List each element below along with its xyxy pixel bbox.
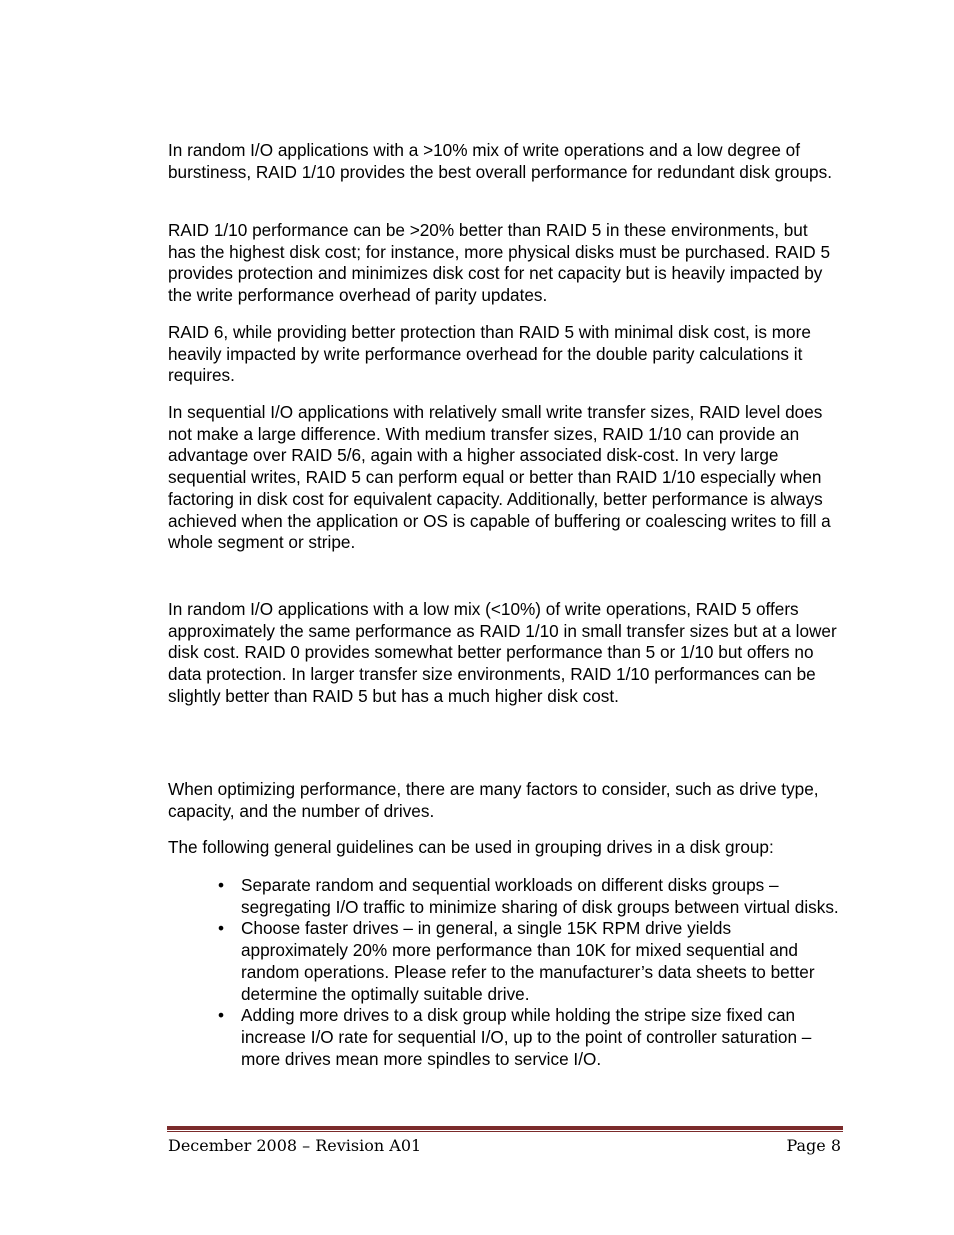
paragraph-optimizing-performance: When optimizing performance, there are many factors to consider, such as drive type, capacity, and the number of drives. — [168, 779, 819, 821]
paragraph-random-io-low-write: In random I/O applications with a low mix (<10%) of write operations, RAID 5 offers approximately the same performance as RAID 1/10 in small transfer sizes but at a lower disk cost. RAID 0 provides somewhat better performance than 5 or 1/10 but offers no data protection. In larger transfer size environments, RAID 1/10 performances can be slightly better than RAID 5 but has a much higher disk cost. — [168, 599, 837, 706]
footer-divider-thick — [167, 1126, 843, 1130]
bullet-icon: • — [217, 1005, 225, 1026]
list-item-text: Adding more drives to a disk group while holding the stripe size fixed can increase I/O rate for sequential I/O, up to the point of controller saturation – more drives mean more spindles to service I/O. — [241, 1005, 812, 1069]
footer-page-number: Page 8 — [786, 1136, 841, 1155]
paragraph-sequential-io: In sequential I/O applications with relatively small write transfer sizes, RAID level does not make a large difference. With medium transfer sizes, RAID 1/10 can provide an advantage over RAID 5/6, again with a higher associated disk-cost. In very large sequential writes, RAID 5 can perform equal or better than RAID 1/10 especially when factoring in disk cost for equivalent capacity. Additionally, better performance is always achieved when the application or OS is capable of buffering or coalescing writes to fill a whole segment or stripe. — [168, 402, 831, 553]
footer-divider-thin — [167, 1131, 843, 1132]
list-item-text: Separate random and sequential workloads on different disks groups – segregating I/O traffic to minimize sharing of disk groups between virtual disks. — [241, 875, 839, 917]
list-item — [168, 1005, 840, 1070]
paragraph-guidelines-intro: The following general guidelines can be used in grouping drives in a disk group: — [168, 837, 774, 857]
list-item — [168, 918, 840, 1005]
paragraph-raid10-vs-raid5: RAID 1/10 performance can be >20% better than RAID 5 in these environments, but has the highest disk cost; for instance, more physical disks must be purchased. RAID 5 provides protection and minimizes disk cost for net capacity but is heavily impacted by the write performance overhead of parity updates. — [168, 220, 831, 306]
list-item-text: Choose faster drives – in general, a single 15K RPM drive yields approximately 20% more performance than 10K for mixed sequential and random operations. Please refer to the manufacturer’s data sheets to better determine the optimally suitable drive. — [241, 918, 815, 1004]
paragraph-raid6: RAID 6, while providing better protection than RAID 5 with minimal disk cost, is more heavily impacted by write performance overhead for the double parity calculations it requires. — [168, 322, 811, 386]
paragraph-random-io-write-heavy: In random I/O applications with a >10% mix of write operations and a low degree of burstiness, RAID 1/10 provides the best overall performance for redundant disk groups. — [168, 140, 832, 182]
bullet-icon: • — [217, 875, 225, 895]
list-item — [168, 875, 840, 918]
guidelines-list — [168, 875, 840, 1070]
bullet-icon: • — [217, 918, 225, 939]
footer-date-revision: December 2008 – Revision A01 — [168, 1136, 422, 1155]
